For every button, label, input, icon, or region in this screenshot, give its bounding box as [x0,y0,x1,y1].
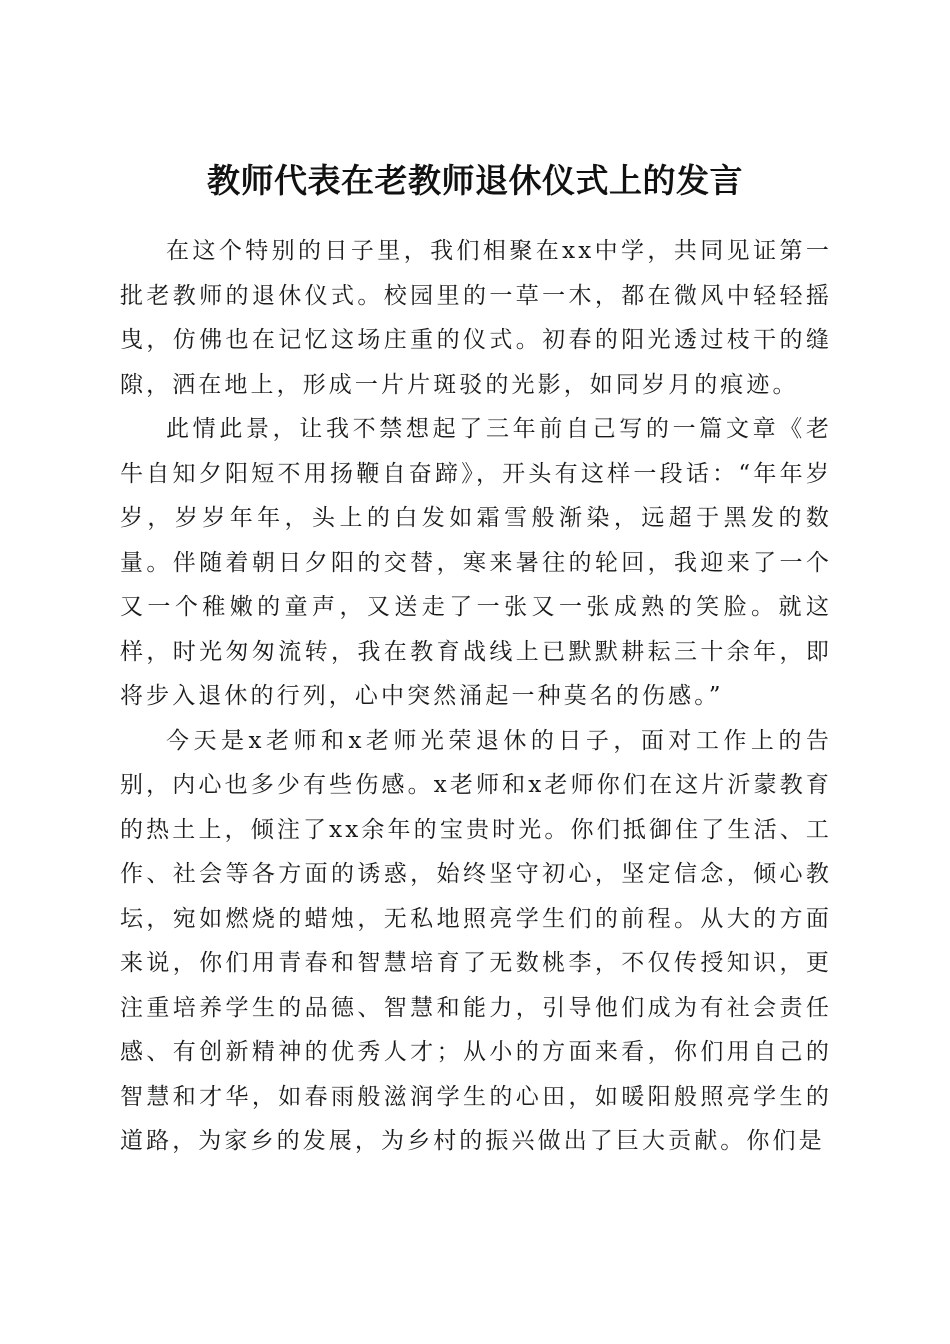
paragraph-1: 在这个特别的日子里，我们相聚在xx中学，共同见证第一批老教师的退休仪式。校园里的一草一木，都在微风中轻轻摇曳，仿佛也在记忆这场庄重的仪式。初春的阳光透过枝干的缝隙，洒在地上，形成一片片斑驳的光影，如同岁月的痕迹。 [120,238,832,398]
paragraph-2: 此情此景，让我不禁想起了三年前自己写的一篇文章《老牛自知夕阳短不用扬鞭自奋蹄》，开头有这样一段话：“年年岁岁，岁岁年年，头上的白发如霜雪般渐染，远超于黑发的数量。伴随着朝日夕阳的交替，寒来暑往的轮回，我迎来了一个又一个稚嫩的童声，又送走了一张又一张成熟的笑脸。就这样，时光匆匆流转，我在教育战线上已默默耕耘三十余年，即将步入退休的行列，心中突然涌起一种莫名的伤感。” [120,416,832,709]
paragraph-3: 今天是x老师和x老师光荣退休的日子，面对工作上的告别，内心也多少有些伤感。x老师和x老师你们在这片沂蒙教育的热土上，倾注了xx余年的宝贵时光。你们抵御住了生活、工作、社会等各方面的诱惑，始终坚守初心，坚定信念，倾心教坛，宛如燃烧的蜡烛，无私地照亮学生们的前程。从大的方面来说，你们用青春和智慧培育了无数桃李，不仅传授知识，更注重培养学生的品德、智慧和能力，引导他们成为有社会责任感、有创新精神的优秀人才；从小的方面来看，你们用自己的智慧和才华，如春雨般滋润学生的心田，如暖阳般照亮学生的道路，为家乡的发展，为乡村的振兴做出了巨大贡献。你们是 [120,727,832,1154]
document-title: 教师代表在老教师退休仪式上的发言 [207,161,743,201]
document-body [120,229,832,1164]
